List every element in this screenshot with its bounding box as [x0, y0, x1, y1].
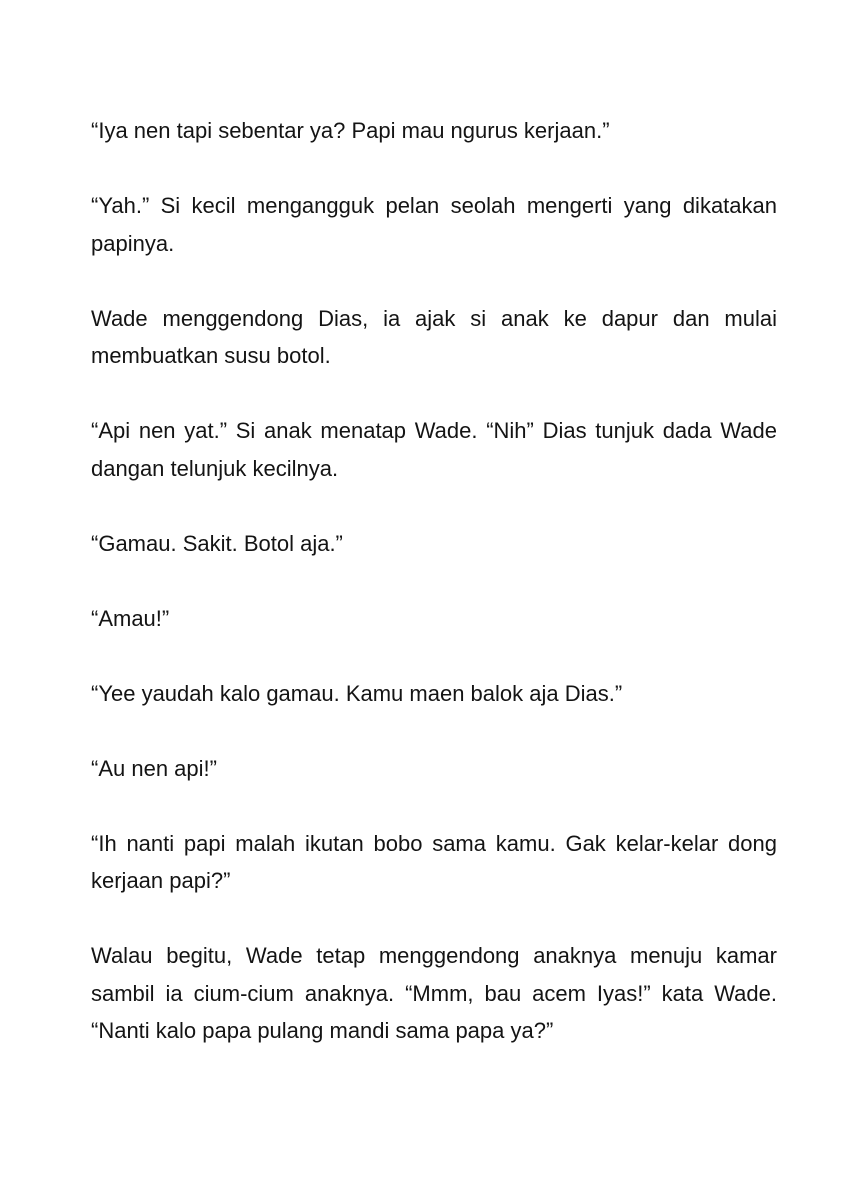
paragraph-9	[91, 825, 777, 900]
paragraph-4	[91, 412, 777, 487]
paragraph-line: “Yee yaudah kalo gamau. Kamu maen balok aja Dias.”	[91, 680, 623, 706]
paragraph-line: “Ih nanti papi malah ikutan bobo sama kamu. Gak kelar-kelar dong	[91, 830, 777, 856]
paragraph-line: “Api nen yat.” Si anak menatap Wade. “Nih” Dias tunjuk dada Wade	[91, 418, 777, 443]
paragraph-line: Walau begitu, Wade tetap menggendong anaknya menuju kamar	[91, 943, 777, 968]
paragraph-line: kerjaan papi?”	[91, 868, 231, 893]
story-text	[91, 112, 777, 1087]
paragraph-5	[91, 525, 777, 563]
paragraph-1	[91, 112, 777, 150]
paragraph-10	[91, 937, 777, 1050]
paragraph-line: “Gamau. Sakit. Botol aja.”	[91, 530, 343, 556]
paragraph-line: sambil ia cium-cium anaknya. “Mmm, bau acem Iyas!” kata Wade.	[91, 980, 777, 1006]
paragraph-line: papinya.	[91, 230, 175, 256]
paragraph-line: “Iya nen tapi sebentar ya? Papi mau ngurus kerjaan.”	[91, 118, 610, 143]
paragraph-line: “Yah.” Si kecil mengangguk pelan seolah mengerti yang dikatakan	[91, 193, 777, 218]
paragraph-6	[91, 600, 777, 638]
paragraph-line: dangan telunjuk kecilnya.	[91, 455, 339, 481]
paragraph-3	[91, 300, 777, 375]
paragraph-7	[91, 675, 777, 713]
paragraph-line: Wade menggendong Dias, ia ajak si anak ke dapur dan mulai	[91, 305, 777, 331]
paragraph-line: membuatkan susu botol.	[91, 343, 331, 368]
paragraph-line: “Amau!”	[91, 605, 170, 631]
paragraph-8	[91, 750, 777, 788]
paragraph-line: “Au nen api!”	[91, 755, 217, 781]
paragraph-line: “Nanti kalo papa pulang mandi sama papa ya?”	[91, 1018, 554, 1043]
paragraph-2	[91, 187, 777, 262]
